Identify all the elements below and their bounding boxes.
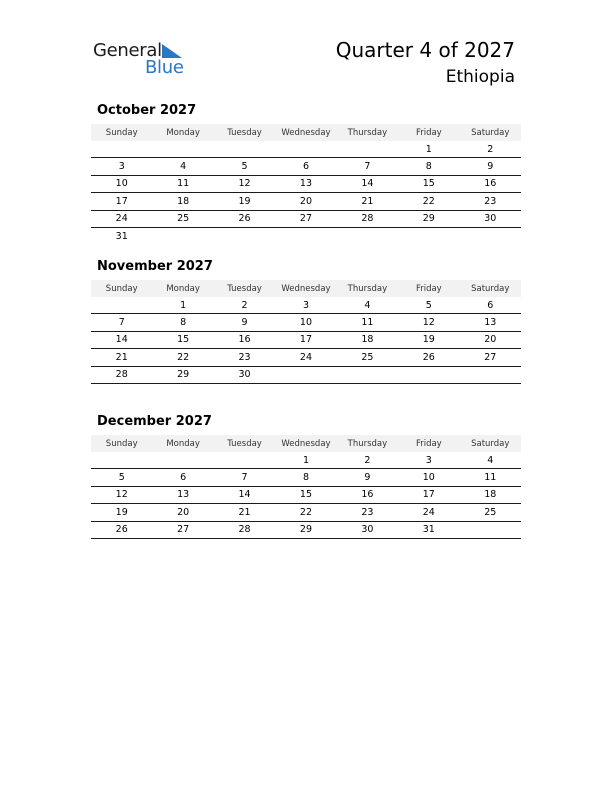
week-row — [91, 210, 521, 227]
day-cell: 7 — [337, 158, 398, 175]
day-cell: 10 — [91, 175, 152, 192]
month-title: October 2027 — [97, 103, 197, 118]
day-cell: 17 — [398, 486, 459, 503]
day-cell — [460, 521, 521, 538]
week-row — [91, 158, 521, 175]
weekday-header-row — [91, 280, 521, 297]
week-row — [91, 452, 521, 469]
calendar-table — [91, 124, 521, 244]
day-cell: 3 — [398, 452, 459, 469]
weekday-header: Friday — [398, 280, 459, 297]
week-row — [91, 175, 521, 192]
weekday-header: Thursday — [337, 435, 398, 452]
day-cell: 16 — [460, 175, 521, 192]
day-cell: 20 — [275, 193, 336, 210]
day-cell: 29 — [152, 366, 213, 383]
day-cell: 4 — [152, 158, 213, 175]
day-cell: 6 — [275, 158, 336, 175]
weekday-header: Wednesday — [275, 280, 336, 297]
week-row — [91, 193, 521, 210]
day-cell — [275, 227, 336, 244]
week-row — [91, 331, 521, 348]
day-cell: 21 — [91, 349, 152, 366]
day-cell — [337, 366, 398, 383]
day-cell: 29 — [275, 521, 336, 538]
day-cell: 25 — [460, 504, 521, 521]
day-cell: 28 — [91, 366, 152, 383]
day-cell: 31 — [398, 521, 459, 538]
day-cell: 23 — [460, 193, 521, 210]
day-cell: 15 — [152, 331, 213, 348]
generalblue-logo — [93, 40, 213, 80]
logo-triangle-icon — [162, 44, 182, 58]
day-cell: 18 — [460, 486, 521, 503]
weekday-header: Monday — [152, 435, 213, 452]
month-november — [91, 258, 521, 384]
day-cell: 16 — [214, 331, 275, 348]
weekday-header: Friday — [398, 435, 459, 452]
day-cell: 22 — [152, 349, 213, 366]
day-cell: 3 — [275, 297, 336, 314]
day-cell: 7 — [214, 469, 275, 486]
day-cell: 30 — [337, 521, 398, 538]
day-cell: 14 — [91, 331, 152, 348]
day-cell: 18 — [152, 193, 213, 210]
day-cell: 6 — [460, 297, 521, 314]
day-cell: 19 — [91, 504, 152, 521]
weekday-header: Tuesday — [214, 124, 275, 141]
day-cell: 23 — [214, 349, 275, 366]
day-cell: 4 — [337, 297, 398, 314]
week-row — [91, 521, 521, 538]
weekday-header-row — [91, 435, 521, 452]
day-cell — [337, 141, 398, 158]
day-cell — [91, 141, 152, 158]
day-cell — [337, 227, 398, 244]
day-cell: 9 — [214, 314, 275, 331]
day-cell: 5 — [91, 469, 152, 486]
weekday-header: Friday — [398, 124, 459, 141]
page-title: Quarter 4 of 2027 — [335, 38, 515, 62]
day-cell: 5 — [214, 158, 275, 175]
day-cell: 21 — [214, 504, 275, 521]
weekday-header: Thursday — [337, 124, 398, 141]
week-row — [91, 486, 521, 503]
day-cell: 25 — [152, 210, 213, 227]
day-cell: 29 — [398, 210, 459, 227]
day-cell: 20 — [152, 504, 213, 521]
day-cell: 17 — [91, 193, 152, 210]
day-cell: 2 — [214, 297, 275, 314]
day-cell: 15 — [275, 486, 336, 503]
month-title: December 2027 — [97, 414, 212, 429]
day-cell: 24 — [275, 349, 336, 366]
weekday-header: Wednesday — [275, 124, 336, 141]
calendar-table — [91, 435, 521, 539]
day-cell — [275, 141, 336, 158]
day-cell: 8 — [152, 314, 213, 331]
day-cell: 26 — [398, 349, 459, 366]
logo-text-blue: Blue — [145, 57, 184, 78]
week-row — [91, 297, 521, 314]
day-cell: 5 — [398, 297, 459, 314]
day-cell: 26 — [214, 210, 275, 227]
day-cell: 26 — [91, 521, 152, 538]
day-cell: 12 — [398, 314, 459, 331]
weekday-header: Sunday — [91, 280, 152, 297]
day-cell: 14 — [337, 175, 398, 192]
week-row — [91, 227, 521, 244]
day-cell: 11 — [460, 469, 521, 486]
day-cell: 7 — [91, 314, 152, 331]
weekday-header: Saturday — [460, 435, 521, 452]
day-cell: 22 — [275, 504, 336, 521]
day-cell: 9 — [337, 469, 398, 486]
calendar-table — [91, 280, 521, 384]
week-row — [91, 469, 521, 486]
weekday-header: Sunday — [91, 435, 152, 452]
day-cell: 9 — [460, 158, 521, 175]
weekday-header: Saturday — [460, 124, 521, 141]
day-cell: 11 — [152, 175, 213, 192]
weekday-header: Monday — [152, 280, 213, 297]
day-cell: 19 — [214, 193, 275, 210]
day-cell: 10 — [398, 469, 459, 486]
day-cell: 12 — [91, 486, 152, 503]
day-cell: 24 — [398, 504, 459, 521]
day-cell: 13 — [275, 175, 336, 192]
day-cell — [214, 452, 275, 469]
day-cell: 2 — [460, 141, 521, 158]
day-cell: 20 — [460, 331, 521, 348]
country-name: Ethiopia — [445, 67, 515, 87]
weekday-header: Tuesday — [214, 435, 275, 452]
week-row — [91, 504, 521, 521]
week-row — [91, 141, 521, 158]
day-cell: 1 — [275, 452, 336, 469]
week-row — [91, 366, 521, 383]
day-cell — [460, 366, 521, 383]
day-cell — [214, 141, 275, 158]
day-cell: 14 — [214, 486, 275, 503]
day-cell: 27 — [152, 521, 213, 538]
weekday-header: Tuesday — [214, 280, 275, 297]
day-cell: 25 — [337, 349, 398, 366]
day-cell — [152, 141, 213, 158]
day-cell: 10 — [275, 314, 336, 331]
weekday-header: Wednesday — [275, 435, 336, 452]
day-cell: 8 — [398, 158, 459, 175]
weekday-header-row — [91, 124, 521, 141]
day-cell: 8 — [275, 469, 336, 486]
day-cell: 17 — [275, 331, 336, 348]
day-cell: 12 — [214, 175, 275, 192]
day-cell: 31 — [115, 230, 128, 242]
month-title: November 2027 — [97, 259, 213, 274]
day-cell — [152, 227, 213, 244]
day-cell: 6 — [152, 469, 213, 486]
month-october — [91, 102, 521, 244]
day-cell: 1 — [152, 297, 213, 314]
day-cell: 22 — [398, 193, 459, 210]
logo-text-general: General — [93, 40, 162, 61]
day-cell: 30 — [214, 366, 275, 383]
day-cell: 15 — [398, 175, 459, 192]
day-cell — [91, 297, 152, 314]
month-december — [91, 413, 521, 539]
day-cell: 13 — [460, 314, 521, 331]
day-cell — [275, 366, 336, 383]
day-cell: 4 — [460, 452, 521, 469]
day-cell: 21 — [337, 193, 398, 210]
week-row — [91, 349, 521, 366]
day-cell — [460, 227, 521, 244]
weekday-header: Sunday — [91, 124, 152, 141]
weekday-header: Thursday — [337, 280, 398, 297]
day-cell: 27 — [460, 349, 521, 366]
day-cell: 16 — [337, 486, 398, 503]
day-cell: 23 — [337, 504, 398, 521]
day-cell — [214, 227, 275, 244]
day-cell: 2 — [337, 452, 398, 469]
day-cell: 1 — [398, 141, 459, 158]
day-cell: 28 — [214, 521, 275, 538]
day-cell: 19 — [398, 331, 459, 348]
day-cell — [91, 452, 152, 469]
weekday-header: Saturday — [460, 280, 521, 297]
day-cell — [398, 227, 459, 244]
day-cell: 27 — [275, 210, 336, 227]
day-cell — [398, 366, 459, 383]
day-cell: 24 — [91, 210, 152, 227]
day-cell: 28 — [337, 210, 398, 227]
day-cell: 3 — [91, 158, 152, 175]
day-cell: 30 — [460, 210, 521, 227]
day-cell: 13 — [152, 486, 213, 503]
weekday-header: Monday — [152, 124, 213, 141]
week-row — [91, 314, 521, 331]
day-cell: 18 — [337, 331, 398, 348]
day-cell — [152, 452, 213, 469]
day-cell: 11 — [337, 314, 398, 331]
